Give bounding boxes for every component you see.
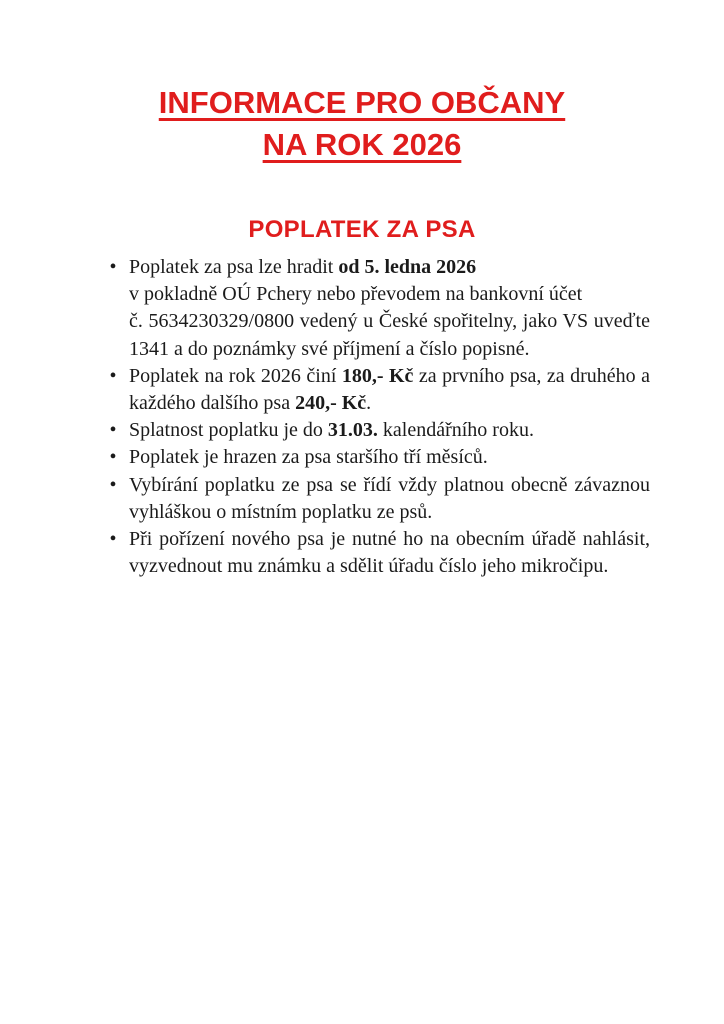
text-segment: 1341 a do poznámky své příjmení a číslo popisné.	[129, 337, 530, 360]
text-segment-bold: od 5. ledna 2026	[338, 256, 477, 278]
text-segment: Poplatek za psa lze hradit	[129, 256, 339, 278]
bullet-content	[129, 444, 650, 471]
bullet-line	[129, 553, 650, 580]
bullet-line	[129, 472, 650, 499]
text-segment: Vybírání poplatku ze psa se řídí vždy platnou obecně závaznou	[129, 473, 650, 496]
bullet-list	[109, 254, 650, 580]
bullet-line	[129, 308, 650, 335]
text-segment: Poplatek na rok 2026 činí	[129, 364, 342, 387]
text-segment: každého dalšího psa	[129, 392, 296, 415]
bullet-item	[109, 363, 650, 417]
text-segment: Splatnost poplatku je do	[129, 419, 328, 442]
text-segment-bold: 180,- Kč	[341, 364, 414, 387]
bullet-line	[129, 363, 650, 390]
bullet-marker-icon: •	[109, 473, 117, 496]
text-segment: č. 5634230329/0800 vedený u České spořitelny, jako VS uveďte	[129, 310, 650, 333]
text-segment: vyzvednout mu známku a sdělit úřadu číslo jeho mikročipu.	[129, 555, 609, 578]
bullet-marker-icon: •	[109, 364, 117, 387]
text-segment-bold: 31.03.	[327, 419, 378, 442]
bullet-line	[129, 417, 650, 444]
text-segment: Poplatek je hrazen za psa staršího tří měsíců.	[129, 446, 488, 469]
bullet-line	[129, 336, 650, 363]
text-segment: vyhláškou o místním poplatku ze psů.	[129, 500, 433, 523]
section-heading: POPLATEK ZA PSA	[248, 216, 476, 243]
text-segment: za prvního psa, za druhého a	[413, 364, 650, 387]
bullet-content	[129, 472, 650, 526]
text-segment: Při pořízení nového psa je nutné ho na obecním úřadě nahlásit,	[129, 528, 650, 551]
bullet-marker-icon: •	[109, 256, 117, 278]
bullet-marker-icon: •	[109, 446, 117, 469]
bullet-marker-icon: •	[109, 419, 117, 442]
bullet-line	[129, 281, 650, 308]
bullet-item	[109, 472, 650, 526]
bullet-marker-icon: •	[109, 528, 117, 551]
text-segment-bold: 240,- Kč	[295, 392, 367, 415]
bullet-line	[129, 254, 650, 281]
bullet-line	[129, 390, 650, 417]
text-segment: kalendářního roku.	[377, 419, 534, 442]
bullet-item	[109, 526, 650, 580]
bullet-item	[109, 417, 650, 444]
bullet-line	[129, 526, 650, 553]
text-segment: v pokladně OÚ Pchery nebo převodem na bankovní účet	[129, 283, 583, 306]
bullet-content	[129, 254, 650, 363]
text-segment: .	[366, 392, 372, 415]
document-title-line-1: INFORMACE PRO OBČANY	[158, 85, 566, 120]
document-title	[0, 82, 724, 166]
bullet-content	[129, 363, 650, 417]
bullet-content	[129, 526, 650, 580]
document-title-line-2: NA ROK 2026	[262, 127, 462, 162]
bullet-line	[129, 444, 650, 471]
bullet-content	[129, 417, 650, 444]
bullet-item	[109, 254, 650, 363]
bullet-item	[109, 444, 650, 471]
bullet-line	[129, 499, 650, 526]
